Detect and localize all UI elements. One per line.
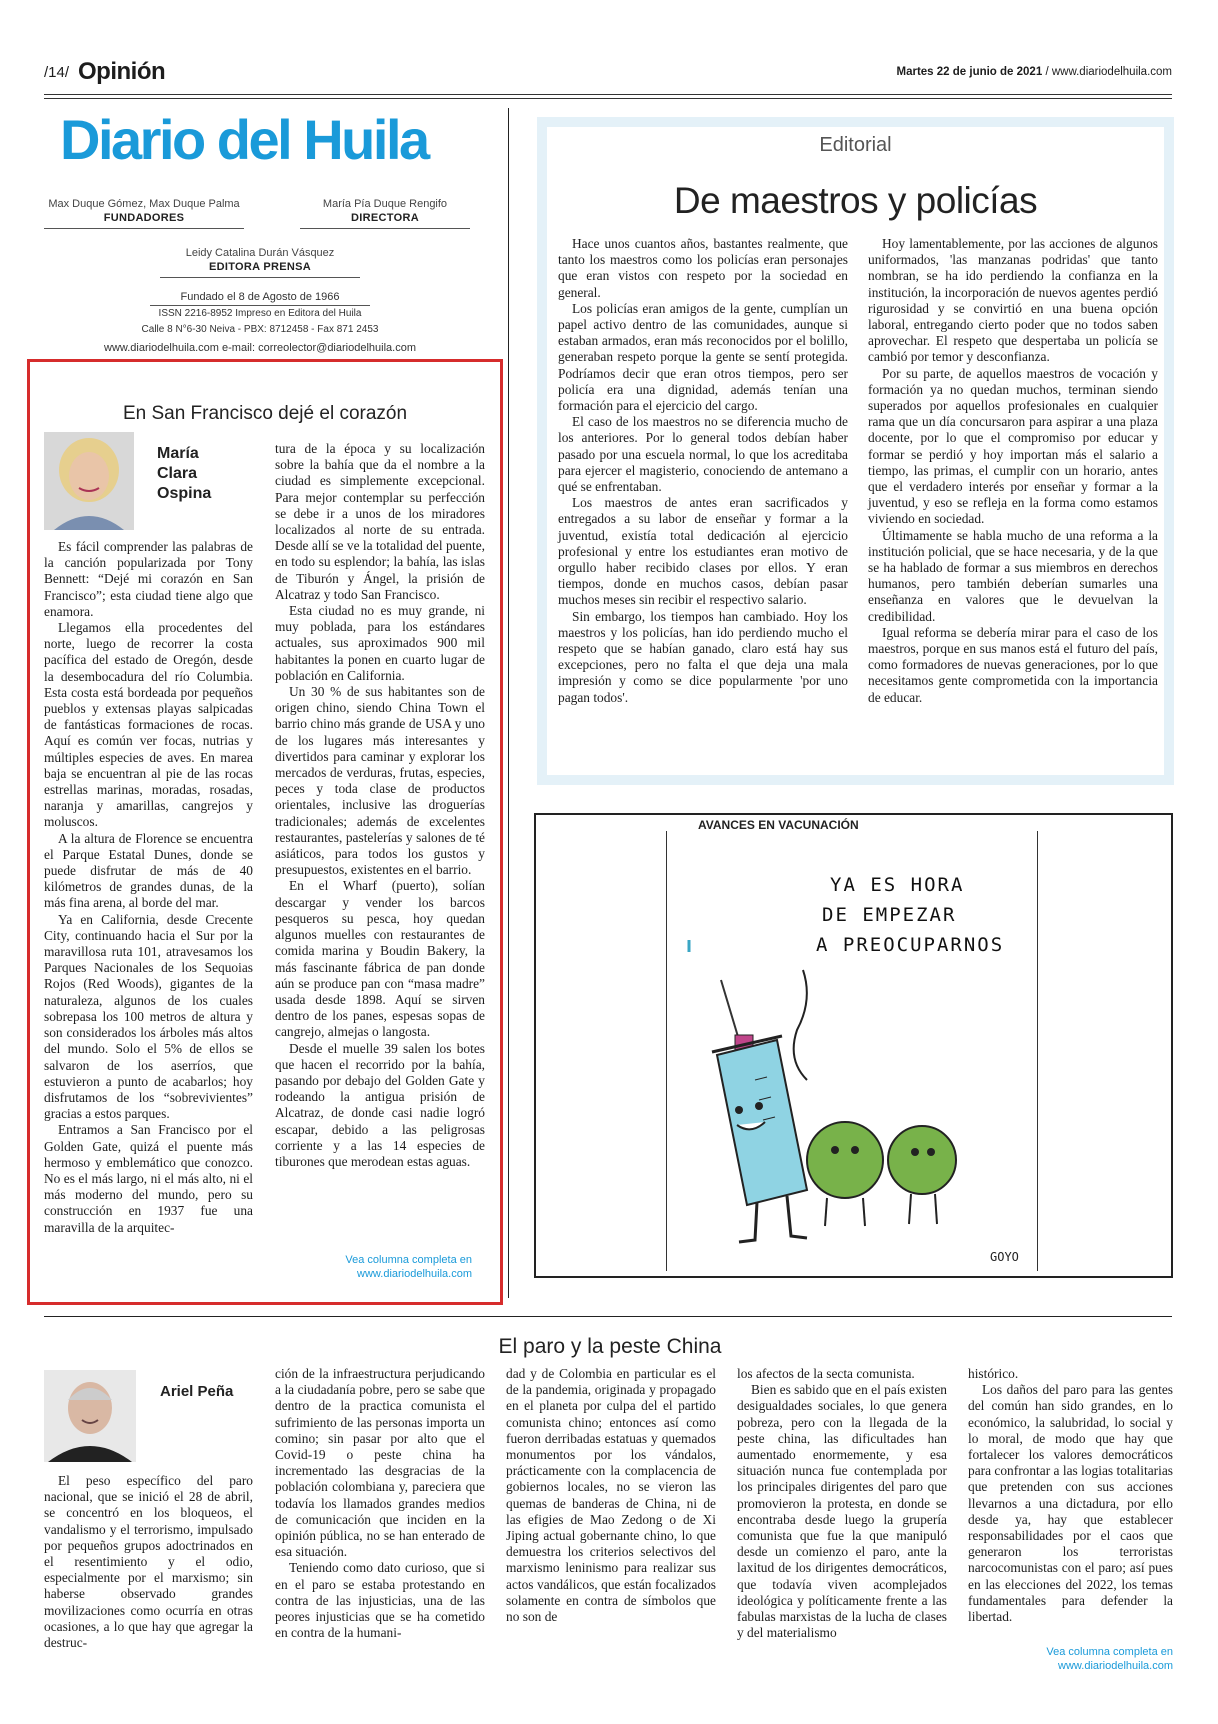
dateline	[897, 66, 1173, 78]
author-middle: Clara	[157, 465, 198, 482]
author-photo	[44, 432, 134, 530]
editorial-column-1	[558, 236, 848, 706]
syringe-character-icon	[712, 1036, 807, 1242]
paro-column-3	[506, 1366, 716, 1625]
paragraph: los afectos de la secta comunista.	[737, 1366, 915, 1381]
paro-column-2	[275, 1366, 485, 1641]
column-title: En San Francisco dejé el corazón	[122, 403, 408, 424]
read-more-link[interactable]	[275, 1253, 472, 1281]
speech-line-2: DE EMPEZAR	[822, 904, 957, 926]
read-more-url[interactable]: www.diariodelhuila.com	[357, 1268, 472, 1280]
page-number: /14/	[44, 64, 70, 81]
author-photo-pena	[44, 1370, 136, 1462]
paragraph: Hace unos cuantos años, bastantes realmente, que tanto los maestros como los policías eran personajes que eran vistos con respeto por la sociedad en general.	[558, 236, 848, 300]
column-title-paro: El paro y la peste China	[498, 1335, 722, 1358]
read-more-link-paro[interactable]	[968, 1645, 1173, 1673]
director-name: María Pía Duque Rengifo	[322, 198, 448, 210]
author-first: María	[157, 445, 199, 462]
editor-name: Leidy Catalina Durán Vásquez	[185, 247, 335, 259]
paragraph: Los daños del paro para las gentes del común han sido grandes, en lo económico, la salubridad, lo social y lo moral, de modo que hay que fortalecer los valores democráticos para confrontar a las logias totalitarias que pretenden con sus acciones llevarnos a una dictadura, por ello desde ya, hay que establecer responsabilidades por el caos que generaron los terroristas narcocomunistas con el paro; así pues en las elecciones del 2022, los temas fundamentales para defender la libertad.	[968, 1382, 1173, 1625]
read-more-text: Vea columna completa en	[345, 1254, 472, 1266]
sf-column-1	[44, 539, 253, 1236]
paragraph: Ya en California, desde Crecente City, continuando hacia el Sur por la maravillosa ruta 101, atravesamos los Parques Nacionales de los Sequoias Rojos (Red Woods), gigantes de la naturaleza, algunos de los cuales sobrepasa los 100 metros de altura y son considerados los árboles más altos del mundo. Solo el 5% de ellos se salvaron de los aserríos, que estuvieron a punto de acabarlos; hoy disfrutamos de los “sobrevivientes” gracias a estos parques.	[44, 911, 253, 1122]
virus-character-icon	[807, 1122, 956, 1226]
header-rule-2	[44, 98, 1172, 99]
cartoon-signature: GOYO	[990, 1250, 1019, 1264]
paragraph: En el Wharf (puerto), solían descargar y vender los barcos pesqueros su pesca, hoy quedan algunos muelles con restaurantes de comida marina y Boudin Bakery, la más fascinante fábrica de pan donde aún se produce pan con “masa madre” usada desde 1898. Aquí se sirven dentro de los panes, espesas sopas de cangrejo, almejas o langosta.	[275, 878, 485, 1040]
paro-column-1	[44, 1473, 253, 1651]
founders-block	[44, 198, 244, 229]
needle-icon	[721, 980, 739, 1040]
paragraph: Sin embargo, los tiempos han cambiado. Hoy los maestros y los policías, han ido perdiendo mucho el respeto que se habían ganado, claro está hay sus excepciones, pero no falta el que deja una mala impresión y como se dice popularmente 'por uno pagan todos'.	[558, 608, 848, 705]
paragraph: Los maestros de antes eran sacrificados y entregados a su labor de enseñar y formar a la juventud, existía total dedicación al ejercicio profesional y entre los estudiantes eran motivo de orgullo haber recibido clases por ellos. Y eran tiempos, donde en muchos casos, debían pasar muchos meses sin recibir el respectivo salario.	[558, 495, 848, 608]
author-name	[157, 444, 211, 504]
editorial-column-2	[868, 236, 1158, 706]
header-rule	[44, 94, 1172, 95]
masthead-logo: Diario del Huila	[60, 108, 428, 171]
sf-column-2	[275, 441, 485, 1170]
issn: ISSN 2216-8952 Impreso en Editora del Huila	[158, 308, 362, 319]
editorial-title: De maestros y policías	[673, 180, 1038, 221]
paragraph: Esta ciudad no es muy grande, ni muy poblada, para los estándares actuales, sus aproximados 900 mil habitantes la ponen en cuarto lugar de población en California.	[275, 603, 485, 683]
date: Martes 22 de junio de 2021	[896, 66, 1043, 78]
section-rule	[44, 1316, 1172, 1317]
contact-line[interactable]: www.diariodelhuila.com e-mail: correolector@diariodelhuila.com	[104, 342, 416, 354]
paragraph: Entramos a San Francisco por el Golden Gate, quizá el puente más hermoso y emblemático que conozco. No es el más largo, ni el más alto, ni el más moderno del mundo, pero su construcción en 1937 fue una maravilla de la arquitec-	[44, 1122, 253, 1235]
paragraph: Igual reforma se debería mirar para el caso de los maestros, porque en sus manos está el futuro del país, como formadores de nuevas generaciones, por lo que necesitamos gente comprometida con la importancia de educar.	[868, 624, 1158, 705]
speech-line-3: A PREOCUPARNOS	[816, 934, 1005, 956]
director-role: DIRECTORA	[351, 212, 419, 224]
author-portrait-icon	[44, 432, 134, 530]
paragraph: El caso de los maestros no se diferencia mucho de los anteriores. Por lo general todos debían haber pasado por una escuela normal, lo que los acreditaba para ejercer el magisterio, conociendo de antemano a qué se enfrentaban.	[558, 414, 848, 495]
header-website[interactable]: / www.diariodelhuila.com	[1045, 66, 1172, 78]
cartoon-header: AVANCES EN VACUNACIÓN	[698, 818, 859, 832]
column-divider	[508, 108, 509, 1298]
squiggle-icon	[794, 970, 807, 1080]
speech-line-1: YA ES HORA	[830, 874, 965, 896]
paragraph: Teniendo como dato curioso, que si en el paro se estaba protestando en contra de las injusticias, una de las peores injusticias que se ha cometido en contra de la humani-	[275, 1560, 485, 1641]
paro-column-4	[737, 1366, 947, 1641]
editor-block	[160, 247, 360, 278]
author-last: Ospina	[157, 485, 212, 502]
editor-role: EDITORA PRENSA	[209, 261, 311, 273]
founders-role: FUNDADORES	[103, 212, 185, 224]
paragraph: Llegamos ella procedentes del norte, luego de recorrer la costa pacífica del estado de Oregón, desde la desembocadura del río Columbia. Esta costa está bordeada por pequeños pueblos y extensas playas salpicadas de fantásticas formaciones de rocas. Aquí es común ver focas, nutrias y múltiples especies de aves. En marea baja se encuentran al pie de las rocas estrellas marinas, moradas, rosadas, naranja y amarillas, cangrejos y moluscos.	[44, 620, 253, 830]
read-more-url[interactable]: www.diariodelhuila.com	[1058, 1660, 1173, 1672]
editorial-kicker: Editorial	[819, 134, 892, 156]
address: Calle 8 N°6-30 Neiva - PBX: 8712458 - Fax 871 2453	[141, 324, 379, 335]
founded-date: Fundado el 8 de Agosto de 1966	[150, 291, 370, 306]
paragraph: Es fácil comprender las palabras de la canción popularizada por Tony Bennett: “Dejé mi corazón en San Francisco”; esta ciudad tiene algo que enamora.	[44, 539, 253, 619]
author-portrait-icon	[44, 1370, 136, 1462]
cartoon-illustration	[667, 940, 1035, 1270]
paragraph: Últimamente se habla mucho de una reforma a la institución policial, que se hace necesaria, y de la que se ha hablado de formar a sus miembros en derechos humanos, pero también deberían sumarles una enseñanza en valores que le devuelvan la credibilidad.	[868, 527, 1158, 624]
author-name-pena: Ariel Peña	[160, 1383, 234, 1400]
section-title: Opinión	[78, 58, 166, 85]
paragraph: Desde el muelle 39 salen los botes que hacen el recorrido por la bahía, pasando por debajo del Golden Gate y rodeando la antigua prisión de Alcatraz, de donde casi nadie logró escapar, debido a las peligrosas corriente y a las 14 especies de tiburones que merodean estas aguas.	[275, 1040, 485, 1169]
paragraph: histórico.	[968, 1366, 1019, 1381]
read-more-text: Vea columna completa en	[1046, 1646, 1173, 1658]
paragraph: Bien es sabido que en el país existen desigualdades sociales, lo que genera pobreza, pero con la llegada de la peste china, las dificultades han aumentado enormemente, y esa situación nunca fue contemplada por los principales dirigentes del paro que promovieron la protesta, en donde se encontraba desde luego la grupería comunista que fue la que manipuló desde un comienzo el paro, ante la laxitud de los dirigentes democráticos, que todavía viven acomplejados ideológica y políticamente frente a las fabulas marxistas de la lucha de clases y del materialismo	[737, 1382, 947, 1641]
paragraph: Por su parte, de aquellos maestros de vocación y formación ya no quedan muchos, terminan siendo superados por aquellos profesionales en cualquier rama que un día concursaron para aspirar a una plaza docente, por lo que el compromiso por educar y formar se perdió y hoy importan más el salario a tiempo, las primas, el cumplir con un horario, antes que el verdadero interés por enseñar y formar a la juventud, y eso se refleja en la forma como estamos viviendo en sociedad.	[868, 365, 1158, 527]
founders-names: Max Duque Gómez, Max Duque Palma	[48, 198, 240, 210]
paragraph: A la altura de Florence se encuentra el Parque Estatal Dunes, donde se puede disfrutar de más de 40 kilómetros de grandes dunas, de la más fina arena, al borde del mar.	[44, 830, 253, 911]
paragraph: ción de la infraestructura perjudicando a la ciudadanía pobre, pero se sabe que dentro de la practica comunista el sufrimiento de las personas importa un comino; sin pasar por alto que el Covid-19 o peste china ha incrementado las desgracias de la población colombiana y, pareciera que todavía los llamados grandes medios de comunicación que inciden en la opinión pública, no se han enterado de esa situación.	[275, 1366, 485, 1560]
paragraph: El peso específico del paro nacional, que se inició el 28 de abril, se concentró en los bloqueos, el vandalismo y el terrorismo, impulsado por pequeños grupos adoctrinados en el resentimiento y el odio, especialmente por el marxismo; sin haberse observado grandes movilizaciones como ocurría en otras ocasiones, a lo que hay que agregar la destruc-	[44, 1473, 253, 1651]
paro-column-5	[968, 1366, 1173, 1625]
paragraph: tura de la época y su localización sobre la bahía que da el nombre a la ciudad es simplemente excepcional. Para mejor contemplar su perfección se debe ir a unos de los miradores localizados al norte de su entrada. Desde allí se ve la totalidad del puente, en todo su esplendor; la bahía, las islas de Tiburón y Ángel, la prisión de Alcatraz y todo San Francisco.	[275, 441, 485, 602]
paragraph: Un 30 % de sus habitantes son de origen chino, siendo China Town el barrio chino más grande de USA y uno de los lugares más interesantes y divertidos para caminar y explorar los mercados de verduras, frutas, especies, peces y toda clase de productos orientales, inclusive las droguerías tradicionales; además de excelentes restaurantes, pastelerías y salones de té asiáticos, para todos los gustos y presupuestos, existentes en el barrio.	[275, 684, 485, 878]
paragraph: Los policías eran amigos de la gente, cumplían un papel activo dentro de las comunidades, aunque si estaban armados, eran más reconocidos por el bolillo, generaban respeto porque la gente se sentí protegida. Podríamos decir que eran otros tiempos, pero ser policía era una dignidad, además tenían una formación para el ejercicio del cargo.	[558, 300, 848, 414]
director-block	[300, 198, 470, 229]
paragraph: Hoy lamentablemente, por las acciones de algunos uniformados, 'las manzanas podridas' que tanto nombran, se ha ido perdiendo la confianza en la institución, la incorporación de nuevos agentes perdió rigurosidad y se convirtió en una buena opción laboral, entregando cierto poder que no todos saben aprovechar. El respeto que despertaba un policía se cambió por temor y desconfianza.	[868, 236, 1158, 365]
paragraph: dad y de Colombia en particular es el de la pandemia, originada y propagado en el planeta por culpa del el partido comunista chino; entonces así como fueron derribadas estatuas y quemados monumentos por los vándalos, prácticamente con la complacencia de gobiernos locales, no se vieron las quemas de banderas de China, ni de las efigies de Mao Zedong o de Xi Jiping actual gobernante chino, lo que demuestra los criterios selectivos del marxismo leninismo para realizar sus actos vandálicos, que están focalizados solamente en contra de símbolos que no son de	[506, 1366, 716, 1625]
